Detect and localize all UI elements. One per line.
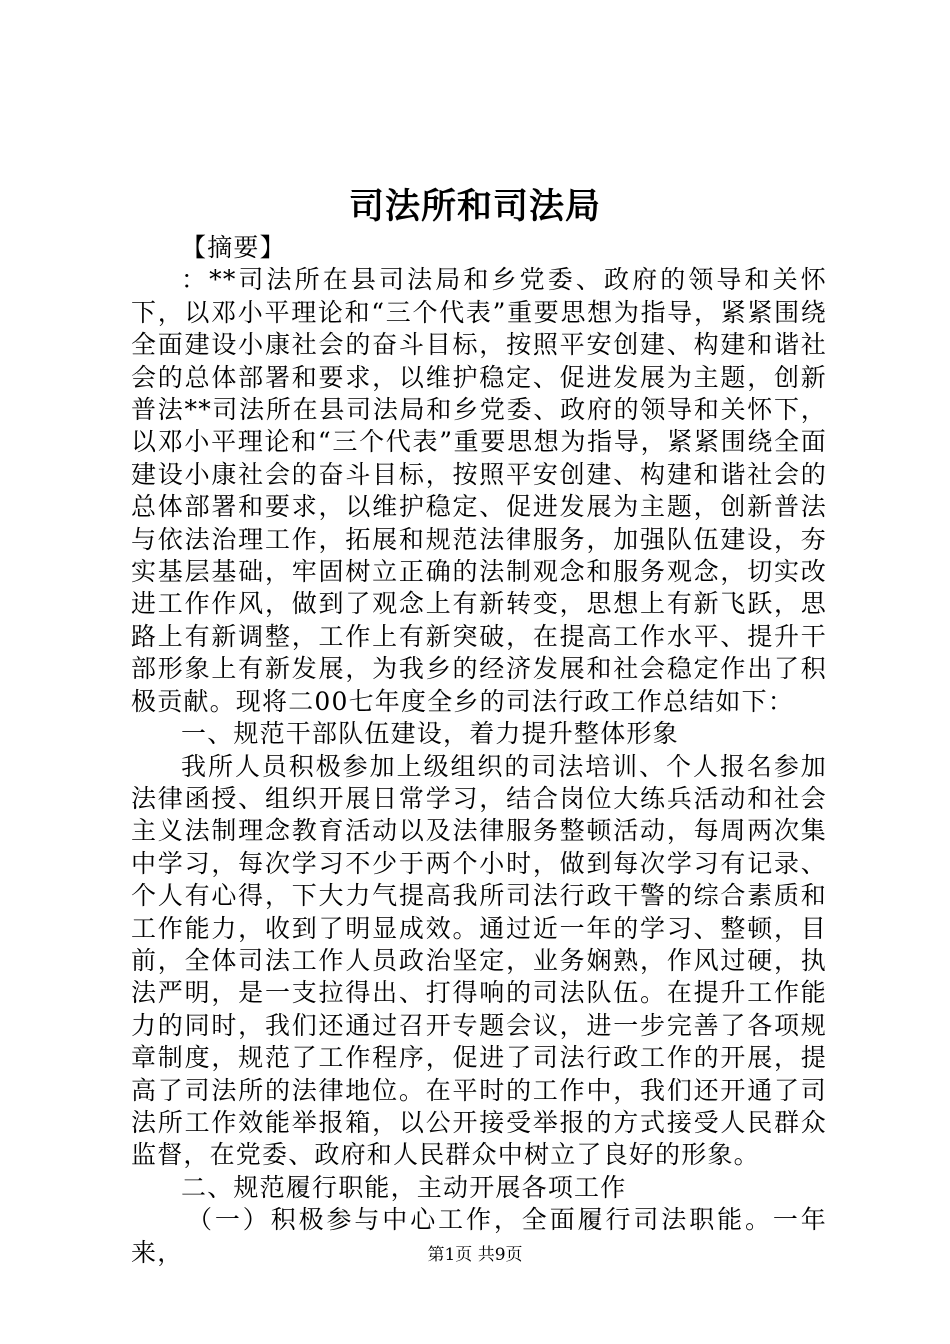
abstract-label: 【摘要】 [181,233,286,262]
document-body [131,232,827,1269]
abstract-paragraph: ：**司法所在县司法局和乡党委、政府的领导和关怀下，以邓小平理论和“三个代表”重要思想为指导，紧紧围绕全面建设小康社会的奋斗目标，按照平安创建、构建和谐社会的总体部署和要求，以维护稳定、促进发展为主题，创新普法**司法所在县司法局和乡党委、政府的领导和关怀下，以邓小平理论和“三个代表”重要思想为指导，紧紧围绕全面建设小康社会的奋斗目标，按照平安创建、构建和谐社会的总体部署和要求，以维护稳定、促进发展为主题，创新普法与依法治理工作，拓展和规范法律服务，加强队伍建设，夯实基层基础，牢固树立正确的法制观念和服务观念，切实改进工作作风，做到了观念上有新转变，思想上有新飞跃，思路上有新调整，工作上有新突破，在提高工作水平、提升干部形象上有新发展，为我乡的经济发展和社会稳定作出了积极贡献。现将二00七年度全乡的司法行政工作总结如下： [131,265,827,716]
page-number-footer: 第1页 共9页 [427,1245,523,1265]
document-title: 司法所和司法局 [348,186,601,227]
subsection-1-paragraph: （一）积极参与中心工作，全面履行司法职能。一年来， [131,1205,827,1267]
section-heading-1: 一、规范干部队伍建设，着力提升整体形象 [181,719,679,749]
section-1-paragraph: 我所人员积极参加上级组织的司法培训、个人报名参加法律函授、组织开展日常学习，结合岗位大练兵活动和社会主义法制理念教育活动以及法律服务整顿活动，每周两次集中学习，每次学习不少于两个小时，做到每次学习有记录、个人有心得，下大力气提高我所司法行政干警的综合素质和工作能力，收到了明显成效。通过近一年的学习、整顿，目前，全体司法工作人员政治坚定，业务娴熟，作风过硬，执法严明，是一支拉得出、打得响的司法队伍。在提升工作能力的同时，我们还通过召开专题会议，进一步完善了各项规章制度，规范了工作程序，促进了司法行政工作的开展，提高了司法所的法律地位。在平时的工作中，我们还开通了司法所工作效能举报箱，以公开接受举报的方式接受人民群众监督，在党委、政府和人民群众中树立了良好的形象。 [131,751,827,1170]
section-heading-2: 二、规范履行职能，主动开展各项工作 [181,1172,627,1202]
